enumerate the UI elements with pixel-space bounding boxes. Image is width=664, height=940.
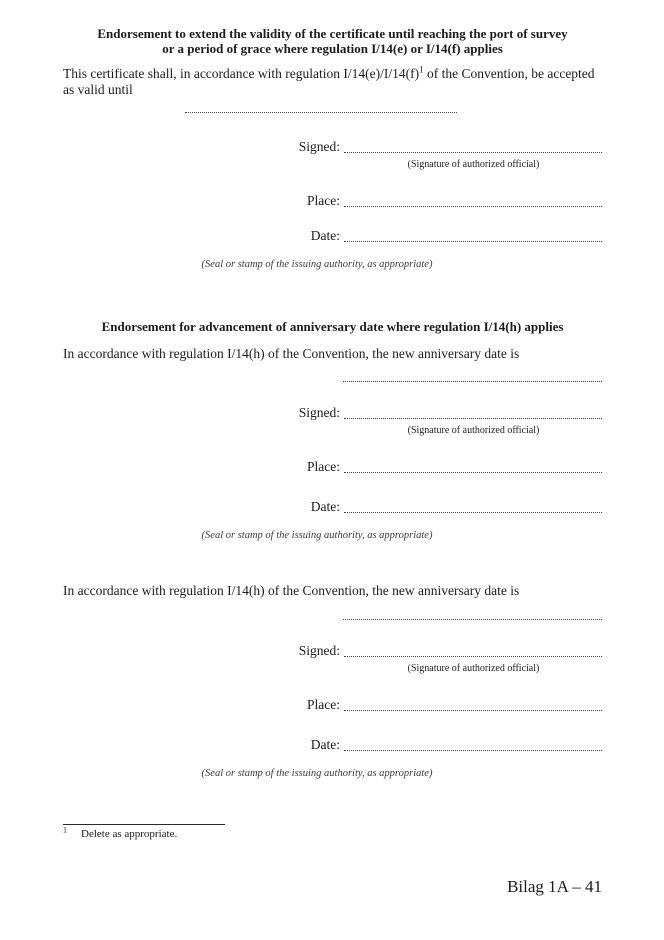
date-row [63, 499, 602, 515]
section2-title [63, 319, 602, 334]
date-label: Date: [310, 228, 340, 243]
page-number: Bilag 1A – 41 [507, 877, 602, 896]
section2-title-line: Endorsement for advancement of anniversary date where regulation I/14(h) applies [101, 319, 564, 334]
signed-label: Signed: [298, 139, 340, 154]
signed-fill-line [344, 643, 602, 657]
date-row [63, 228, 602, 244]
place-fill-line [344, 193, 602, 207]
section1-title-line1: Endorsement to extend the validity of the certificate until reaching the port of survey [97, 26, 568, 41]
place-label: Place: [307, 459, 340, 474]
place-row [63, 459, 602, 475]
date-fill-line [344, 737, 602, 751]
seal-note: (Seal or stamp of the issuing authority, as appropriate) [201, 259, 433, 270]
section1-title [63, 26, 602, 56]
place-fill-line [344, 459, 602, 473]
date-fill-line [344, 499, 602, 513]
section1-paragraph-text: This certificate shall, in accordance with regulation I/14(e)/I/14(f) [63, 66, 420, 81]
signed-fill-line [344, 405, 602, 419]
footnote-text: Delete as appropriate. [81, 828, 178, 840]
signature-caption: (Signature of authorized official) [407, 159, 540, 170]
footnote-divider [63, 824, 225, 825]
place-row [63, 697, 602, 713]
signed-label: Signed: [298, 405, 340, 420]
place-row [63, 193, 602, 209]
section3-paragraph: In accordance with regulation I/14(h) of the Convention, the new anniversary date is [63, 583, 520, 598]
signed-row [63, 139, 602, 155]
date-fill-line [344, 228, 602, 242]
date-row [63, 737, 602, 753]
footnote-ref-marker: 1 [419, 64, 424, 75]
footnote-marker: 1 [63, 825, 67, 835]
place-label: Place: [307, 697, 340, 712]
signed-label: Signed: [298, 643, 340, 658]
date-label: Date: [310, 499, 340, 514]
seal-note: (Seal or stamp of the issuing authority, as appropriate) [201, 768, 433, 779]
date-label: Date: [310, 737, 340, 752]
footnote [63, 825, 602, 841]
section2-paragraph: In accordance with regulation I/14(h) of the Convention, the new anniversary date is [63, 346, 520, 361]
place-label: Place: [307, 193, 340, 208]
anniversary-date-fill-line [343, 619, 602, 620]
signed-row [63, 405, 602, 421]
section1-title-line2: or a period of grace where regulation I/14(e) or I/14(f) applies [162, 41, 503, 56]
valid-until-fill-line [185, 112, 457, 113]
anniversary-date-fill-line [343, 381, 602, 382]
signature-caption: (Signature of authorized official) [407, 425, 540, 436]
signature-caption: (Signature of authorized official) [407, 663, 540, 674]
signed-row [63, 643, 602, 659]
place-fill-line [344, 697, 602, 711]
seal-note: (Seal or stamp of the issuing authority, as appropriate) [201, 530, 433, 541]
section1-paragraph-text-cont: of the Convention, be accepted as valid until [63, 66, 595, 97]
signed-fill-line [344, 139, 602, 153]
section1-paragraph [63, 66, 608, 98]
